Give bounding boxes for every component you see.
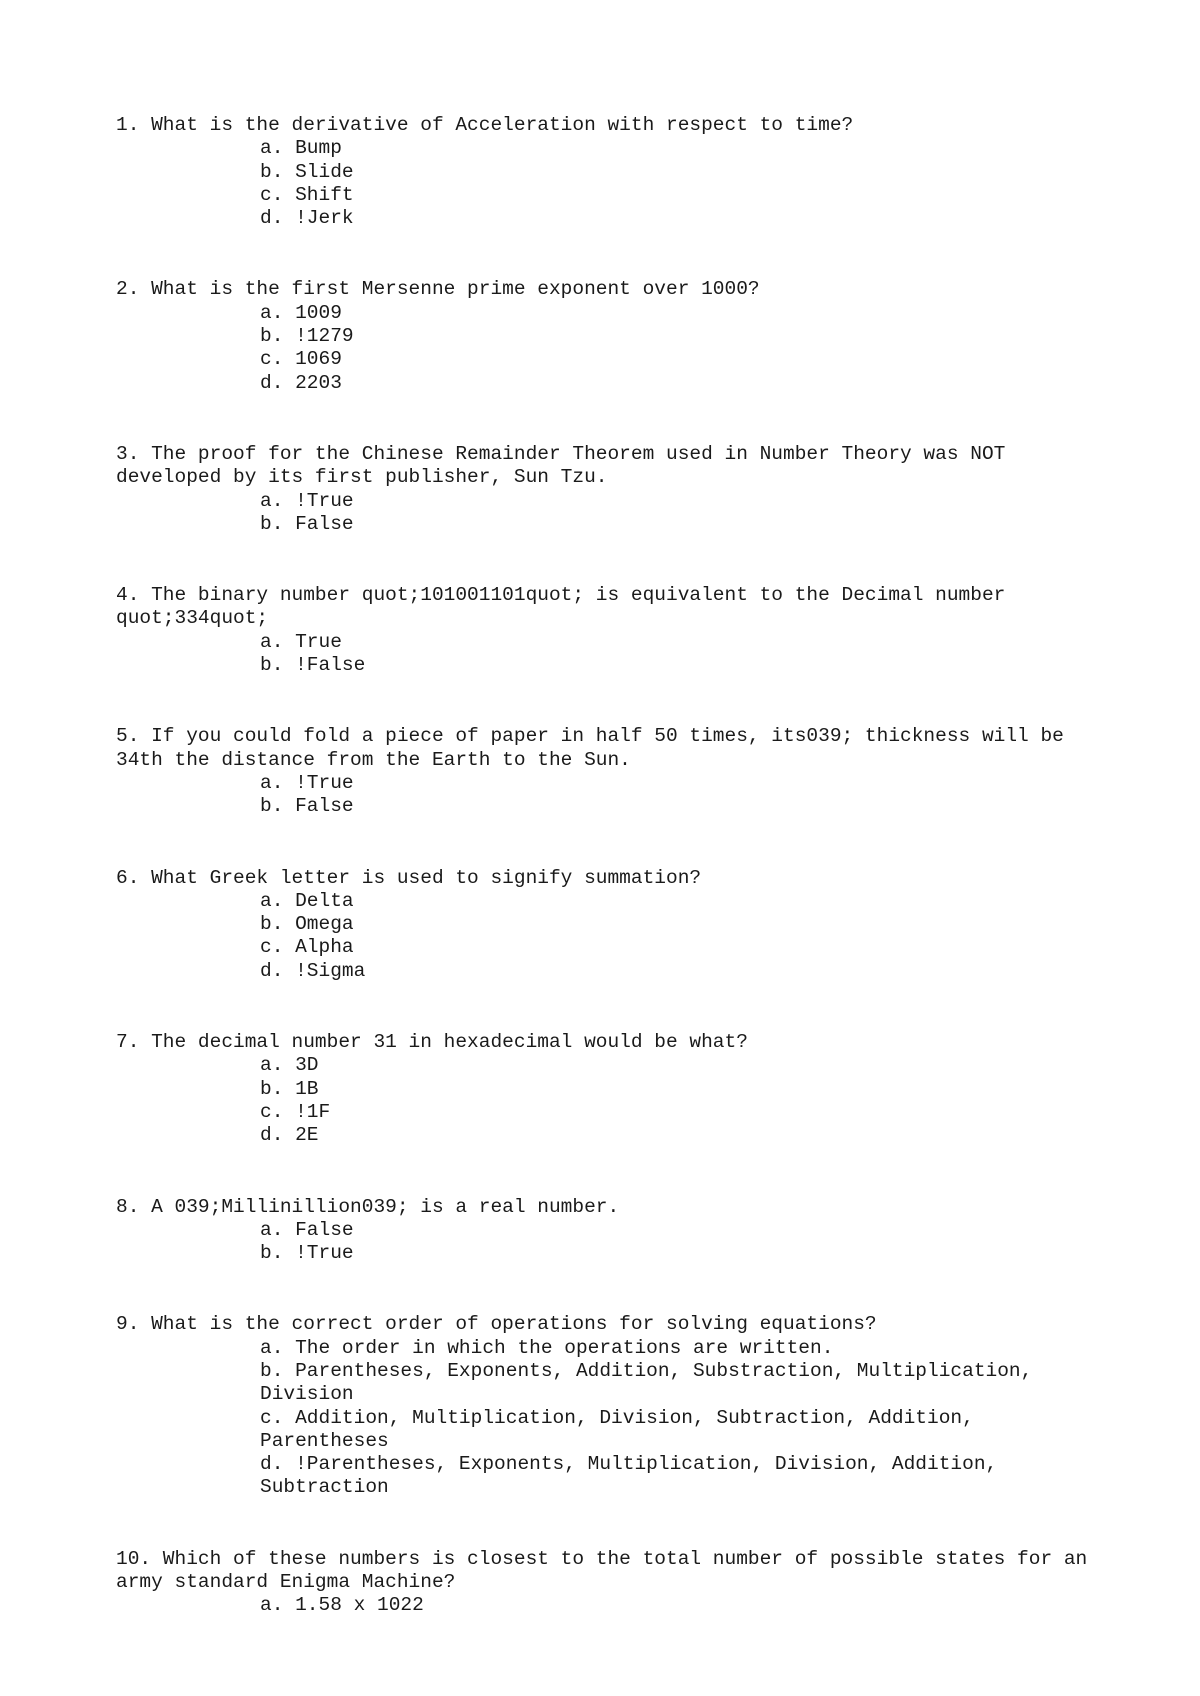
question-text: 5. If you could fold a piece of paper in half 50 times, its039; thickness will be 34th the distance from the Earth to the Sun. [116, 725, 1076, 771]
question-3 [116, 443, 1096, 536]
answer-option: b. False [260, 795, 354, 818]
question-text: 1. What is the derivative of Acceleration with respect to time? [116, 114, 854, 136]
answer-option: c. !1F [260, 1100, 331, 1123]
answer-options [116, 137, 1096, 230]
answer-option: b. False [260, 512, 354, 535]
answer-option: d. !Parentheses, Exponents, Multiplication, Division, Addition, Subtraction [260, 1453, 1009, 1499]
question-1 [116, 114, 1096, 230]
answer-options [116, 631, 1096, 678]
question-9 [116, 1313, 1096, 1499]
question-text: 2. What is the first Mersenne prime exponent over 1000? [116, 278, 760, 301]
answer-option: a. !True [260, 489, 354, 512]
answer-options [116, 1219, 1096, 1266]
answer-option: a. 1.58 x 1022 [260, 1594, 424, 1617]
answer-option: b. Omega [260, 913, 354, 936]
answer-option: d. !Sigma [260, 959, 366, 982]
answer-options [116, 1054, 1096, 1147]
question-10 [116, 1547, 1099, 1618]
answer-option: c. 1069 [260, 348, 342, 371]
answer-options [116, 772, 1096, 819]
answer-option: a. !True [260, 771, 354, 794]
quiz-document [116, 114, 1099, 1666]
question-text: 6. What Greek letter is used to signify summation? [116, 866, 702, 889]
question-7 [116, 1031, 1096, 1147]
answer-options [116, 490, 1096, 537]
question-4 [116, 584, 1096, 677]
question-text: 8. A 039;Millinillion039; is a real number. [116, 1195, 620, 1218]
answer-option: a. The order in which the operations are written. [260, 1336, 834, 1359]
answer-option: b. !1279 [260, 325, 354, 348]
answer-options [116, 1337, 1096, 1500]
answer-option: c. Alpha [260, 936, 354, 959]
question-text: 4. The binary number quot;101001101quot; is equivalent to the Decimal number quot;334quot; [116, 584, 1018, 630]
answer-option: b. !True [260, 1242, 354, 1265]
question-text: 3. The proof for the Chinese Remainder Theorem used in Number Theory was NOT developed by its first publisher, Sun Tzu. [116, 442, 1018, 489]
answer-option: c. Shift [260, 183, 354, 206]
answer-option: a. True [260, 630, 342, 653]
question-6 [116, 867, 1096, 983]
answer-option: b. !False [260, 654, 366, 677]
answer-option: d. !Jerk [260, 207, 354, 230]
answer-option: b. Parentheses, Exponents, Addition, Substraction, Multiplication, Division [260, 1359, 1045, 1406]
question-text: 7. The decimal number 31 in hexadecimal would be what? [116, 1031, 748, 1054]
answer-options [116, 1594, 1096, 1617]
answer-option: b. Slide [260, 160, 354, 183]
answer-option: a. Delta [260, 889, 354, 912]
answer-option: d. 2E [260, 1124, 319, 1147]
answer-options [116, 302, 1096, 395]
question-text: 10. Which of these numbers is closest to the total number of possible states for an army standard Enigma Machine? [116, 1547, 1099, 1594]
answer-options [116, 890, 1096, 983]
question-8 [116, 1196, 1096, 1266]
question-5 [116, 725, 1096, 818]
answer-option: c. Addition, Multiplication, Division, Subtraction, Addition, Parentheses [260, 1406, 986, 1452]
answer-option: a. False [260, 1218, 354, 1241]
question-2 [116, 278, 1096, 394]
answer-option: b. 1B [260, 1077, 319, 1100]
answer-option: a. 3D [260, 1054, 319, 1077]
answer-option: a. Bump [260, 137, 342, 160]
answer-option: d. 2203 [260, 371, 342, 394]
question-text: 9. What is the correct order of operations for solving equations? [116, 1313, 877, 1336]
answer-option: a. 1009 [260, 301, 342, 324]
